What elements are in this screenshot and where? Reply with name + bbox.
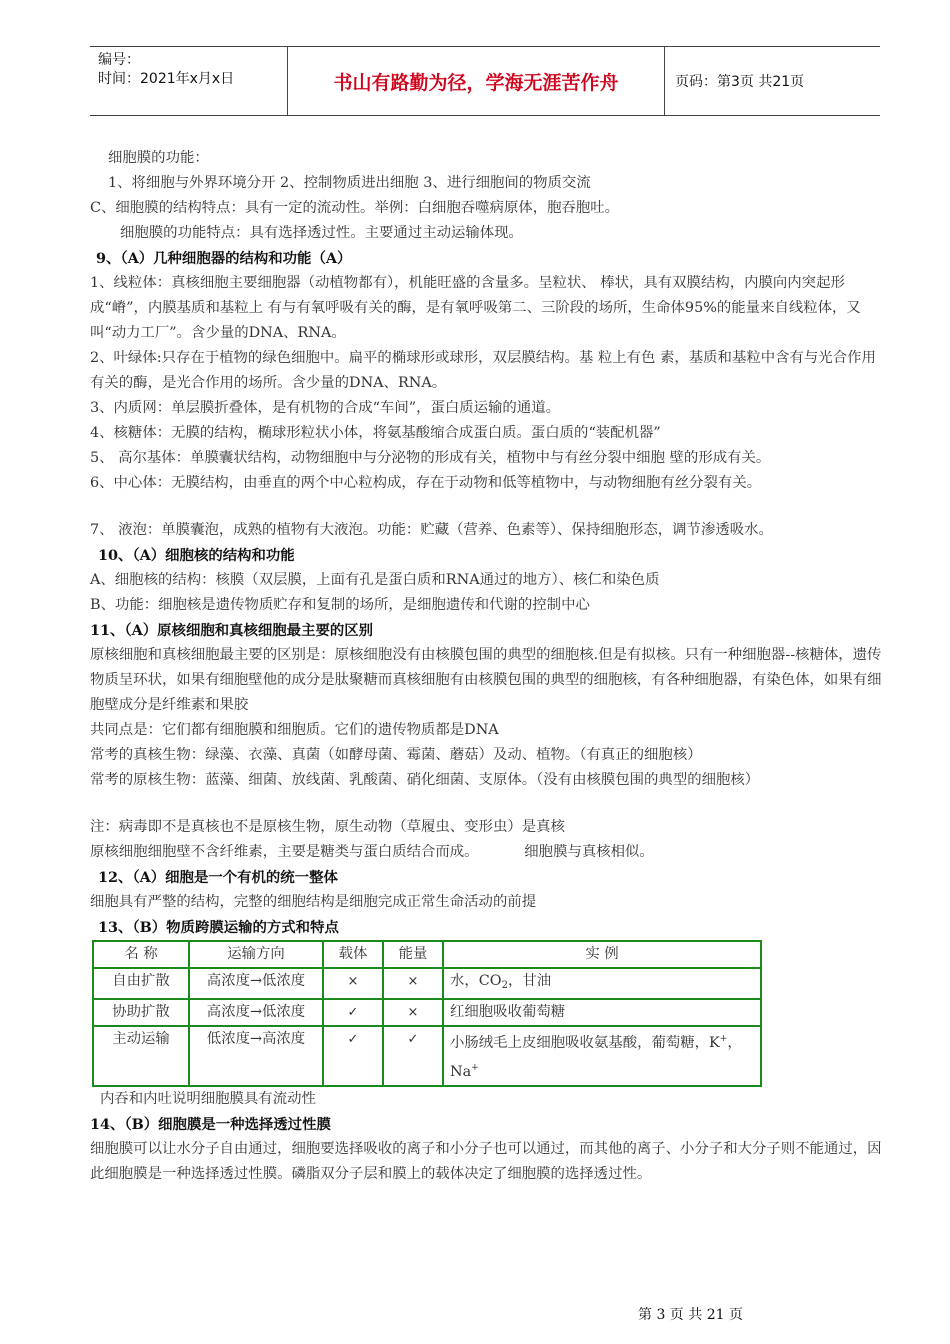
text-line: 常考的原核生物：蓝藻、细菌、放线菌、乳酸菌、硝化细菌、支原体。（没有由核膜包围的典型的细胞核）	[90, 772, 760, 788]
text-paragraph: 细胞膜可以让水分子自由通过，细胞要选择吸收的离子和小分子也可以通过，而其他的离子、小分子和大分子则不能通过，因此细胞膜是一种选择透过性膜。磷脂双分子层和膜上的载体决定了细胞膜的选择透过性。	[90, 1141, 882, 1182]
superscript: +	[471, 1063, 479, 1073]
text-line: 细胞具有严整的结构，完整的细胞结构是细胞完成正常生命活动的前提	[90, 894, 537, 910]
table-cell: 高浓度→低浓度	[189, 999, 323, 1026]
check-icon: ✓	[323, 1026, 383, 1086]
cross-icon: ×	[383, 999, 443, 1026]
text-line: 内吞和内吐说明细胞膜具有流动性	[100, 1091, 316, 1107]
text-paragraph: 7、 液泡：单膜囊泡，成熟的植物有大液泡。功能：贮藏（营养、色素等）、保持细胞形态，调节渗透吸水。	[90, 522, 773, 538]
section-heading-12: 12、（A）细胞是一个有机的统一整体	[98, 869, 338, 886]
example-text: ，甘油	[507, 973, 552, 989]
text-line: A、细胞核的结构：核膜（双层膜，上面有孔是蛋白质和RNA通过的地方）、核仁和染色质	[90, 572, 660, 588]
table-row	[93, 1026, 761, 1086]
table-header-cell: 名 称	[93, 941, 189, 968]
note-line: 注：病毒即不是真核也不是原核生物，原生动物（草履虫、变形虫）是真核	[90, 819, 565, 835]
text-line: 4、核糖体：无膜的结构，椭球形粒状小体，将氨基酸缩合成蛋白质。蛋白质的“装配机器”	[90, 425, 661, 441]
table-cell: 主动运输	[93, 1026, 189, 1086]
table-row	[93, 968, 761, 999]
cross-icon: ×	[383, 968, 443, 999]
header-number: 编号：	[98, 52, 140, 68]
header-page: 页码：第3页 共21页	[675, 74, 805, 90]
table-header-cell: 实 例	[443, 941, 761, 968]
table-row	[93, 999, 761, 1026]
section-heading-13: 13、（B）物质跨膜运输的方式和特点	[98, 919, 339, 936]
text-line: 1、将细胞与外界环境分开 2、控制物质进出细胞 3、进行细胞间的物质交流	[108, 175, 591, 191]
text-line: 共同点是：它们都有细胞膜和细胞质。它们的遗传物质都是DNA	[90, 722, 499, 738]
table-cell	[443, 968, 761, 999]
text-line: 3、内质网：单层膜折叠体，是有机物的合成“车间”，蛋白质运输的通道。	[90, 400, 560, 416]
text-line: 6、中心体：无膜结构，由垂直的两个中心粒构成，存在于动物和低等植物中，与动物细胞有丝分裂有关。	[90, 475, 762, 491]
page-header	[90, 46, 880, 116]
table-header-cell: 载体	[323, 941, 383, 968]
table-cell: 自由扩散	[93, 968, 189, 999]
cross-icon: ×	[323, 968, 383, 999]
table-cell: 协助扩散	[93, 999, 189, 1026]
text-paragraph: 1、线粒体：真核细胞主要细胞器（动植物都有），机能旺盛的含量多。呈粒状、 棒状，具有双膜结构，内膜向内突起形成“嵴”，内膜基质和基粒上 有与有氧呼吸有关的酶，是有氧呼吸第二、三阶段的场所，生命体95%的能量来自线粒体，又叫“动力工厂”。含少量的DNA、RNA。	[90, 275, 861, 341]
section-heading-14: 14、（B）细胞膜是一种选择透过性膜	[90, 1116, 331, 1133]
table-cell: 高浓度→低浓度	[189, 968, 323, 999]
header-meta	[98, 51, 234, 89]
transport-table	[92, 940, 762, 1087]
text-paragraph: 原核细胞和真核细胞最主要的区别是：原核细胞没有由核膜包围的典型的细胞核.但是有拟核。只有一种细胞器--核糖体，遗传物质呈环状，如果有细胞壁他的成分是肽聚糖而真核细胞有由核膜包围的典型的细胞核，有各种细胞器，有染色体，如果有细胞壁成分是纤维素和果胶	[90, 647, 882, 713]
text-line: 细胞膜的功能特点：具有选择透过性。主要通过主动运输体现。	[120, 225, 523, 241]
table-cell: 低浓度→高浓度	[189, 1026, 323, 1086]
table-header-cell: 运输方向	[189, 941, 323, 968]
table-header-cell: 能量	[383, 941, 443, 968]
check-icon: ✓	[323, 999, 383, 1026]
text-line: 细胞膜的功能：	[108, 150, 209, 166]
header-time: 时间：2021年x月x日	[98, 71, 235, 87]
text-line: C、细胞膜的结构特点：具有一定的流动性。举例：白细胞吞噬病原体，胞吞胞吐。	[90, 200, 620, 216]
section-heading-10: 10、（A）细胞核的结构和功能	[98, 547, 295, 564]
document-body	[90, 146, 890, 1187]
example-text: 小肠绒毛上皮细胞吸收氨基酸，葡萄糖，K	[450, 1035, 720, 1051]
check-icon: ✓	[383, 1026, 443, 1086]
header-motto: 书山有路勤为径，学海无涯苦作舟	[287, 47, 665, 115]
section-heading-9: 9、（A）几种细胞器的结构和功能（A）	[96, 250, 352, 267]
table-cell	[443, 1026, 761, 1086]
table-cell: 红细胞吸收葡萄糖	[443, 999, 761, 1026]
subscript: 2	[501, 980, 508, 991]
example-text: ，Na	[450, 1035, 742, 1080]
text-line: 常考的真核生物：绿藻、衣藻、真菌（如酵母菌、霉菌、蘑菇）及动、植物。（有真正的细胞核）	[90, 747, 702, 763]
page-footer: 第 3 页 共 21 页	[638, 1307, 743, 1323]
note-line: 原核细胞细胞壁不含纤维素，主要是糖类与蛋白质结合而成。 细胞膜与真核相似。	[90, 844, 654, 860]
text-paragraph: 5、 高尔基体：单膜囊状结构，动物细胞中与分泌物的形成有关，植物中与有丝分裂中细胞 壁的形成有关。	[90, 450, 771, 466]
section-heading-11: 11、（A）原核细胞和真核细胞最主要的区别	[90, 622, 374, 639]
example-text: 水，CO	[450, 973, 502, 989]
spacer	[90, 793, 890, 815]
spacer	[90, 496, 890, 518]
text-line: B、功能：细胞核是遗传物质贮存和复制的场所，是细胞遗传和代谢的控制中心	[90, 597, 590, 613]
superscript: +	[719, 1034, 728, 1044]
text-paragraph: 2、叶绿体:只存在于植物的绿色细胞中。扁平的椭球形或球形，双层膜结构。基 粒上有色 素，基质和基粒中含有与光合作用有关的酶，是光合作用的场所。含少量的DNA、RNA。	[90, 350, 876, 391]
table-header-row	[93, 941, 761, 968]
